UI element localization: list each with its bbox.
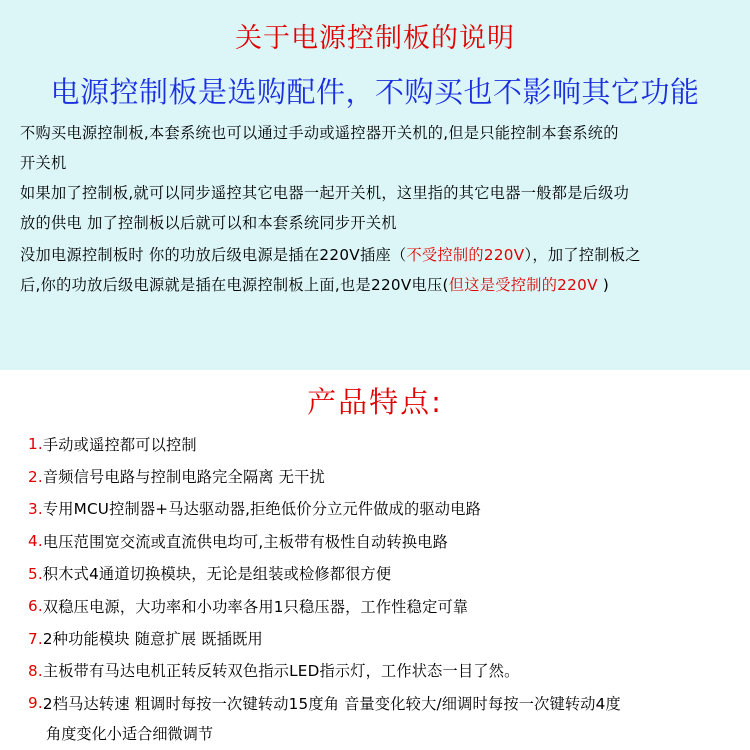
feature-text: 电压范围宽交流或直流供电均可,主板带有极性自动转换电路 <box>42 532 449 551</box>
feature-text: 2档马达转速 粗调时每按一次键转动15度角 音量变化较大/细调时每按一次键转动4度 <box>42 694 621 713</box>
feature-number: 5 . <box>28 565 43 583</box>
feature-item <box>28 460 743 492</box>
feature-text: 积木式4通道切换模块，无论是组装或检修都很方便 <box>42 565 392 584</box>
intro-p3-line-1 <box>20 240 735 270</box>
feature-text: 音频信号电路与控制电路完全隔离 无干扰 <box>42 468 325 487</box>
feature-number: 2 . <box>28 468 43 486</box>
uncontrolled-note: 不受控制的220V <box>406 246 525 264</box>
intro-p2-line-2: 放的供电 加了控制板以后就可以和本套系统同步开关机 <box>20 214 397 232</box>
intro-p3-text-d: ) <box>597 276 610 294</box>
intro-p1-line-2: 开关机 <box>20 154 67 172</box>
features-list <box>28 428 743 748</box>
intro-p3-text-a: 没加电源控制板时 你的功放后级电源是插在220V插座（ <box>20 246 407 264</box>
intro-p3-line-2 <box>20 270 735 300</box>
intro-p3-text-c: 后,你的功放后级电源就是插在电源控制板上面,也是220V电压( <box>20 276 449 294</box>
intro-paragraph-3 <box>20 240 735 300</box>
feature-text: 手动或遥控都可以控制 <box>42 435 197 454</box>
page-title: 关于电源控制板的说明 <box>235 23 515 54</box>
intro-paragraph-2 <box>20 178 735 238</box>
feature-item-continuation: 角度变化小适合细微调节 <box>46 725 214 744</box>
controlled-note: 但这是受控制的220V <box>448 276 598 294</box>
intro-paragraph-1 <box>20 118 735 178</box>
feature-item <box>28 655 743 687</box>
features-title: 产品特点: <box>307 385 443 419</box>
feature-number: 1 . <box>28 435 43 453</box>
feature-number: 4 . <box>28 532 43 550</box>
feature-number: 6 . <box>28 597 43 615</box>
feature-text: 双稳压电源，大功率和小功率各用1只稳压器，工作性稳定可靠 <box>42 597 469 616</box>
feature-item <box>28 428 743 460</box>
info-panel <box>0 0 750 370</box>
feature-number: 7 . <box>28 630 43 648</box>
feature-item <box>28 558 743 590</box>
feature-number: 9 . <box>28 694 43 712</box>
feature-number: 3 . <box>28 500 43 518</box>
intro-p2-line-1: 如果加了控制板,就可以同步遥控其它电器一起开关机，这里指的其它电器一般都是后级功 <box>20 184 630 202</box>
page-subtitle: 电源控制板是选购配件，不购买也不影响其它功能 <box>50 75 700 109</box>
intro-p1-line-1: 不购买电源控制板,本套系统也可以通过手动或遥控器开关机的,但是只能控制本套系统的 <box>20 124 619 142</box>
feature-item <box>28 590 743 622</box>
feature-item <box>28 622 743 654</box>
feature-item <box>28 493 743 525</box>
feature-number: 8 . <box>28 662 43 680</box>
feature-item <box>28 687 743 719</box>
feature-text: 专用MCU控制器+马达驱动器,拒绝低价分立元件做成的驱动电路 <box>42 500 481 519</box>
feature-text: 主板带有马达电机正转反转双色指示LED指示灯，工作状态一目了然。 <box>42 662 520 681</box>
feature-text: 2种功能模块 随意扩展 既插既用 <box>42 630 263 649</box>
feature-item <box>28 525 743 557</box>
intro-p3-text-b: ），加了控制板之 <box>524 246 641 264</box>
